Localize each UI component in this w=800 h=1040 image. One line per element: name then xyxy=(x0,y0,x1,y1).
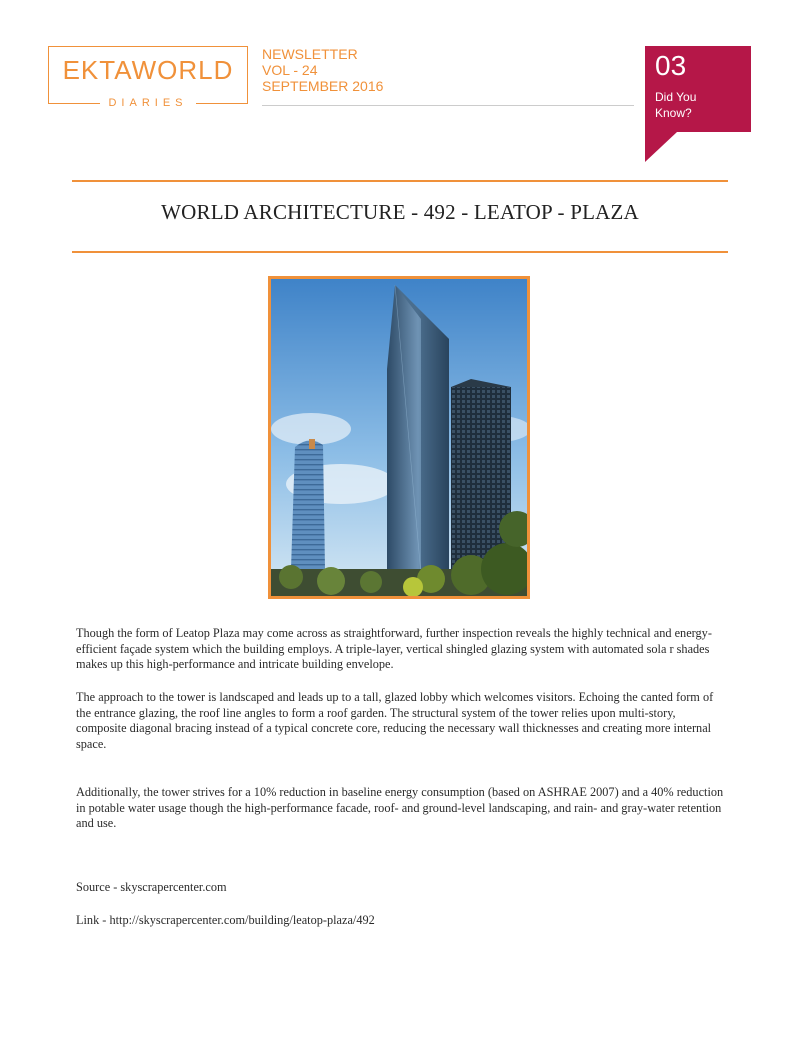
ektaworld-logo xyxy=(48,46,248,109)
header-divider xyxy=(262,105,634,106)
newsletter-label: NEWSLETTER xyxy=(262,46,358,62)
newsletter-date: SEPTEMBER 2016 xyxy=(262,78,384,94)
newsletter-volume: VOL - 24 xyxy=(262,62,318,78)
logo-brand: EKTAWORLD xyxy=(62,55,234,85)
source-line: Source - skyscrapercenter.com xyxy=(76,880,227,894)
tag-line-1: Did You xyxy=(655,90,697,104)
tag-line-2: Know? xyxy=(655,106,692,120)
logo-sub: DIARIES xyxy=(100,96,195,110)
title-rule-top xyxy=(72,180,728,182)
tag-tail xyxy=(645,132,677,162)
building-photo xyxy=(268,276,530,599)
paragraph-3: Additionally, the tower strives for a 10% reduction in baseline energy consumption (based on ASHRAE 2007) and a 40% reduction in potable water usage though the high-performance facade, roof- and ground-level landscaping, and rain- and gray-water retention and use. xyxy=(76,785,724,831)
paragraph-1: Though the form of Leatop Plaza may come across as straightforward, further inspection reveals the highly technical and energy-efficient façade system which the building employs. A triple-layer, vertical shingled glazing system with automated sola r shades makes up this high-performance and intricate building envelope. xyxy=(76,626,712,672)
paragraph-2: The approach to the tower is landscaped and leads up to a tall, glazed lobby which welcomes visitors. Echoing the canted form of the entrance glazing, the roof line angles to form a roof garden. The structural system of the tower relies upon multi-story, composite diagonal bracing instead of a typical concrete core, reducing the necessary wall thicknesses and creating more internal space. xyxy=(76,690,714,751)
title-rule-bottom xyxy=(72,251,728,253)
page-number: 03 xyxy=(655,50,687,81)
link-line[interactable]: Link - http://skyscrapercenter.com/building/leatop-plaza/492 xyxy=(76,913,375,927)
page-tag xyxy=(645,46,751,132)
newsletter-info xyxy=(262,46,383,94)
page-title: WORLD ARCHITECTURE - 492 - LEATOP - PLAZA xyxy=(161,200,639,224)
